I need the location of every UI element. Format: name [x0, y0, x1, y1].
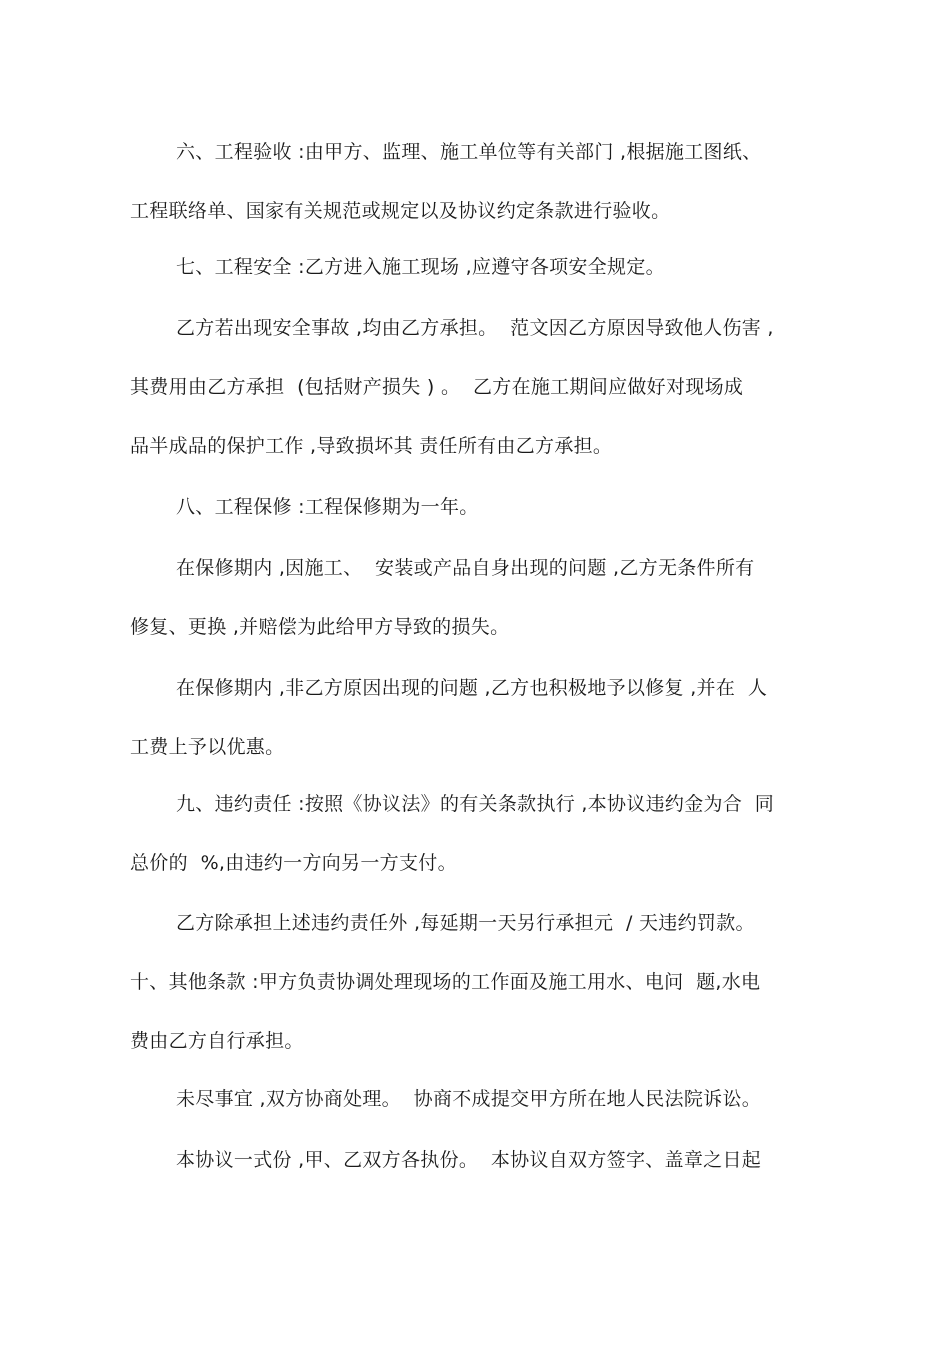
- clause-7-safety-line-2: 乙方若出现安全事故 ,均由乙方承担。 范文因乙方原因导致他人伤害 ,: [176, 317, 774, 339]
- clause-7-safety-line-1: 七、工程安全 :乙方进入施工现场 ,应遵守各项安全规定。: [176, 256, 665, 278]
- clause-9-liability-line-2: 总价的 %,由违约一方向另一方支付。: [130, 852, 457, 874]
- clause-10-other-line-3: 未尽事宜 ,双方协商处理。 协商不成提交甲方所在地人民法院诉讼。: [176, 1088, 762, 1110]
- clause-10-other-line-2: 费由乙方自行承担。: [130, 1030, 304, 1052]
- clause-8-warranty-line-1: 八、工程保修 :工程保修期为一年。: [176, 496, 479, 518]
- clause-6-acceptance-line-2: 工程联络单、国家有关规范或规定以及协议约定条款进行验收。: [130, 200, 671, 222]
- clause-9-liability-line-1: 九、违约责任 :按照《协议法》的有关条款执行 ,本协议违约金为合 同: [176, 793, 775, 815]
- clause-10-other-line-4: 本协议一式份 ,甲、乙双方各执份。 本协议自双方签字、盖章之日起: [176, 1149, 762, 1171]
- clause-10-other-line-1: 十、其他条款 :甲方负责协调处理现场的工作面及施工用水、电问 题,水电: [130, 971, 761, 993]
- clause-7-safety-line-3: 其费用由乙方承担 (包括财产损失 ) 。 乙方在施工期间应做好对现场成: [130, 376, 744, 398]
- clause-7-safety-line-4: 品半成品的保护工作 ,导致损坏其 责任所有由乙方承担。: [130, 435, 613, 457]
- clause-8-warranty-line-2: 在保修期内 ,因施工、 安装或产品自身出现的问题 ,乙方无条件所有: [176, 557, 755, 579]
- clause-8-warranty-line-3: 修复、更换 ,并赔偿为此给甲方导致的损失。: [130, 616, 510, 638]
- clause-9-liability-line-3: 乙方除承担上述违约责任外 ,每延期一天另行承担元 / 天违约罚款。: [176, 912, 755, 934]
- clause-8-warranty-line-4: 在保修期内 ,非乙方原因出现的问题 ,乙方也积极地予以修复 ,并在 人: [176, 677, 768, 699]
- clause-6-acceptance-line-1: 六、工程验收 :由甲方、监理、施工单位等有关部门 ,根据施工图纸、: [176, 141, 762, 163]
- clause-8-warranty-line-5: 工费上予以优惠。: [130, 736, 285, 758]
